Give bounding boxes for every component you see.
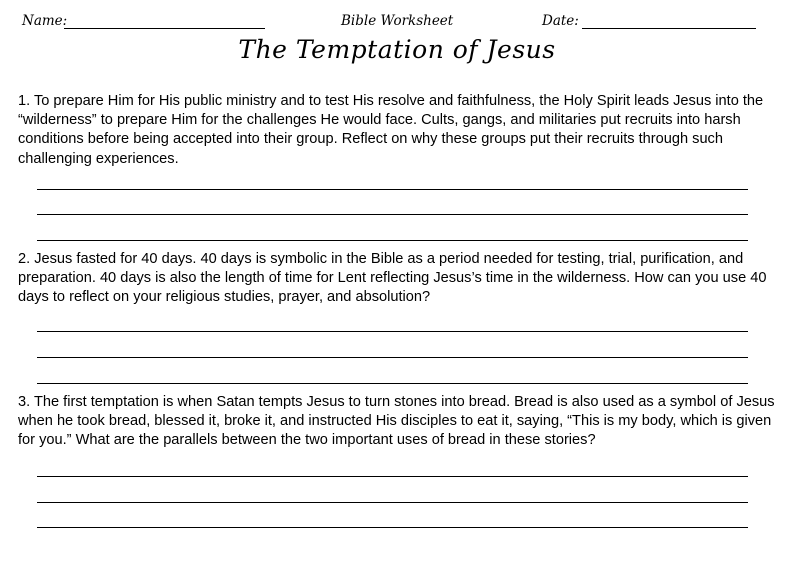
date-field[interactable] (582, 28, 756, 29)
question-1-answer-line-3[interactable] (37, 240, 748, 241)
date-label: Date: (542, 13, 579, 29)
question-3-answer-line-1[interactable] (37, 476, 748, 477)
question-1-answer-line-2[interactable] (37, 214, 748, 215)
question-3-answer-line-3[interactable] (37, 527, 748, 528)
question-2-answer-line-1[interactable] (37, 331, 748, 332)
question-1-answer-line-1[interactable] (37, 189, 748, 190)
worksheet-label: Bible Worksheet (341, 13, 454, 29)
question-3-text: 3. The first temptation is when Satan tempts Jesus to turn stones into bread. Bread is also used as a symbol of Jesus when he took bread, blessed it, broke it, and instructed His disciples to eat it, saying, “This is my body, which is given for you.” What are the parallels between the two important uses of bread in these stories? (18, 394, 775, 449)
name-label: Name: (22, 13, 68, 29)
name-field[interactable] (64, 28, 265, 29)
question-3-answer-line-2[interactable] (37, 502, 748, 503)
question-2-answer-line-2[interactable] (37, 357, 748, 358)
page-title: The Temptation of Jesus (238, 35, 556, 64)
question-2-text: 2. Jesus fasted for 40 days. 40 days is symbolic in the Bible as a period needed for testing, trial, purification, and preparation. 40 days is also the length of time for Lent reflecting Jesus’s time in the wilderness. How can you use 40 days to reflect on your religious studies, prayer, and absolution? (18, 251, 767, 306)
question-1-text: 1. To prepare Him for His public ministry and to test His resolve and faithfulness, the Holy Spirit leads Jesus into the “wilderness” to prepare Him for the challenges He would face. Cults, gangs, and militaries put recruits into harsh conditions before being accepted into their group. Reflect on why these groups put their recruits through such challenging experiences. (18, 93, 764, 167)
question-2-answer-line-3[interactable] (37, 383, 748, 384)
